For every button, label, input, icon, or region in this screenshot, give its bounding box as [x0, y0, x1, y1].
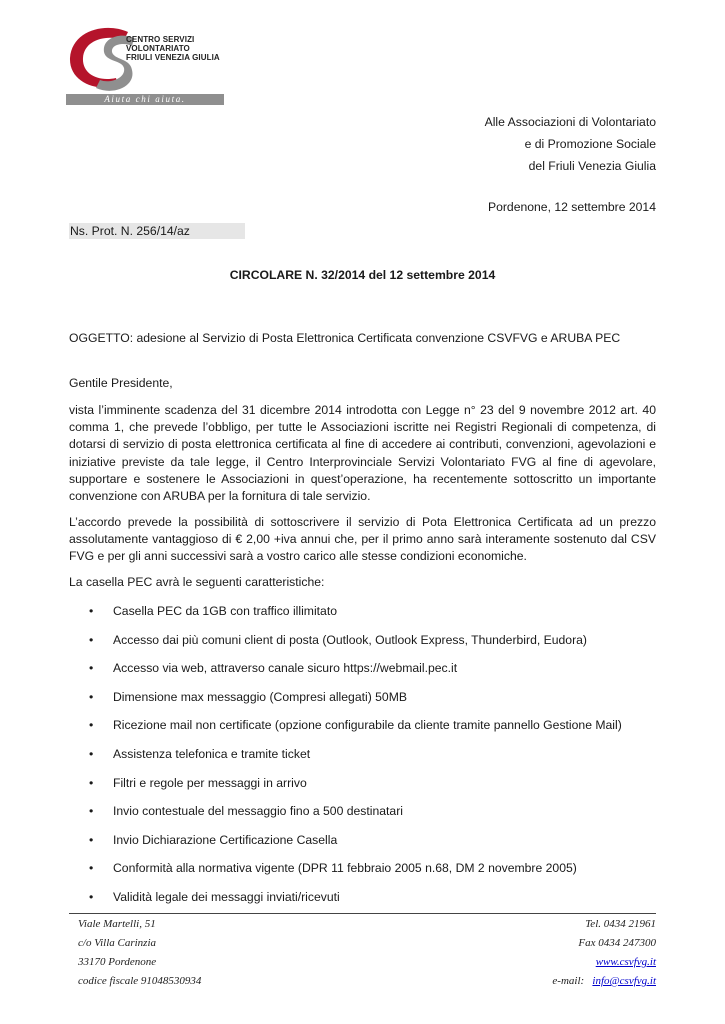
body-paragraph-2: L’accordo prevede la possibilità di sottoscrivere il servizio di Pota Elettronica Certificata ad un prezzo assolutamente vantaggioso di € 2,00 +iva annui che, per il primo anno sarà interamente sostenuto dal CSV FVG e per gli anni successivi sarà a vostro carico alle stesse condizioni economiche.	[69, 515, 656, 564]
feature-text: Accesso dai più comuni client di posta (Outlook, Outlook Express, Thunderbird, Eudora)	[113, 632, 587, 647]
phone-number: Tel. 0434 21961	[585, 918, 656, 930]
feature-text: Casella PEC da 1GB con traffico illimitato	[113, 604, 337, 618]
email-label: e-mail:	[552, 975, 585, 987]
address-villa: c/o Villa Carinzia	[78, 937, 157, 949]
bullet-icon: •	[89, 861, 94, 876]
address-street: Viale Martelli, 51	[78, 918, 156, 930]
bullet-icon: •	[89, 746, 94, 761]
bullet-icon: •	[89, 661, 94, 676]
feature-text: Filtri e regole per messaggi in arrivo	[113, 775, 307, 790]
list-item	[89, 632, 622, 661]
website-link[interactable]: www.csvfvg.it	[595, 956, 656, 968]
feature-text: Conformità alla normativa vigente (DPR 11 febbraio 2005 n.68, DM 2 novembre 2005)	[113, 861, 577, 876]
feature-text: Validità legale dei messaggi inviati/ricevuti	[113, 889, 340, 904]
bullet-icon: •	[89, 804, 94, 819]
list-item	[89, 603, 622, 632]
bullet-icon: •	[89, 689, 94, 704]
circular-title: CIRCOLARE N. 32/2014 del 12 settembre 2014	[229, 268, 496, 282]
bullet-icon: •	[89, 832, 94, 847]
list-item	[89, 689, 622, 718]
subject-line: OGGETTO: adesione al Servizio di Posta Elettronica Certificata convenzione CSVFVG e ARUBA PEC	[69, 331, 621, 345]
recipient-line-1: Alle Associazioni di Volontariato	[484, 115, 656, 129]
body-paragraph-1: vista l’imminente scadenza del 31 dicembre 2014 introdotta con Legge n° 23 del 9 novembre 2012 art. 40 comma 1, che prevede l’obbligo, per tutte le Associazioni iscritte nei Registri Regionali di competenza, di dotarsi di servizio di posta elettronica certificata al fine di accedere ai contributi, convenzioni, agevolazioni e iniziative previste da tale legge, il Centro Interprovinciale Servizi Volontariato FVG al fine di agevolare, supportare e sostenere le Associazioni in quest’operazione, ha recentemente sottoscritto un importante convenzione con ARUBA per la fornitura di tale servizio.	[69, 403, 656, 504]
feature-text: Accesso via web, attraverso canale sicuro https://webmail.pec.it	[113, 661, 458, 676]
recipient-line-2: e di Promozione Sociale	[524, 137, 656, 151]
feature-text: Invio contestuale del messaggio fino a 500 destinatari	[113, 804, 403, 819]
bullet-icon: •	[89, 632, 94, 647]
footer-divider	[69, 913, 656, 914]
slogan-bar: Aiuta chi aiuta.	[66, 94, 224, 105]
bullet-icon: •	[89, 775, 94, 790]
csv-logo	[66, 26, 226, 108]
list-item	[89, 860, 622, 889]
bullet-icon: •	[89, 718, 94, 733]
feature-text: Assistenza telefonica e tramite ticket	[113, 746, 311, 761]
bullet-icon: •	[89, 889, 94, 904]
features-intro: La casella PEC avrà le seguenti caratteristiche:	[69, 575, 325, 589]
feature-text: Dimensione max messaggio (Compresi allegati) 50MB	[113, 689, 407, 704]
fax-number: Fax 0434 247300	[578, 937, 656, 949]
list-item	[89, 775, 622, 804]
list-item	[89, 746, 622, 775]
features-list	[89, 603, 622, 918]
list-item	[89, 717, 622, 746]
footer-address	[78, 915, 201, 991]
feature-text: Ricezione mail non certificate (opzione configurabile da cliente tramite pannello Gestione Mail)	[113, 718, 622, 733]
logo-line-1: CENTRO SERVIZI	[126, 35, 195, 44]
address-city: 33170 Pordenone	[78, 956, 157, 968]
greeting: Gentile Presidente,	[69, 376, 173, 390]
list-item	[89, 803, 622, 832]
fiscal-code: codice fiscale 91048530934	[78, 975, 202, 987]
recipients-block	[485, 111, 656, 177]
footer-contacts	[552, 915, 656, 991]
list-item	[89, 660, 622, 689]
protocol-number: Ns. Prot. N. 256/14/az	[69, 223, 245, 239]
list-item	[89, 832, 622, 861]
logo-text	[126, 35, 220, 62]
letter-date: Pordenone, 12 settembre 2014	[487, 200, 656, 214]
bullet-icon: •	[89, 604, 94, 618]
recipient-line-3: del Friuli Venezia Giulia	[528, 159, 656, 173]
feature-text: Invio Dichiarazione Certificazione Casella	[113, 832, 338, 847]
email-link[interactable]: info@csvfvg.it	[592, 975, 656, 987]
logo-line-2: VOLONTARIATO	[126, 44, 190, 53]
logo-line-3: FRIULI VENEZIA GIULIA	[126, 53, 220, 62]
